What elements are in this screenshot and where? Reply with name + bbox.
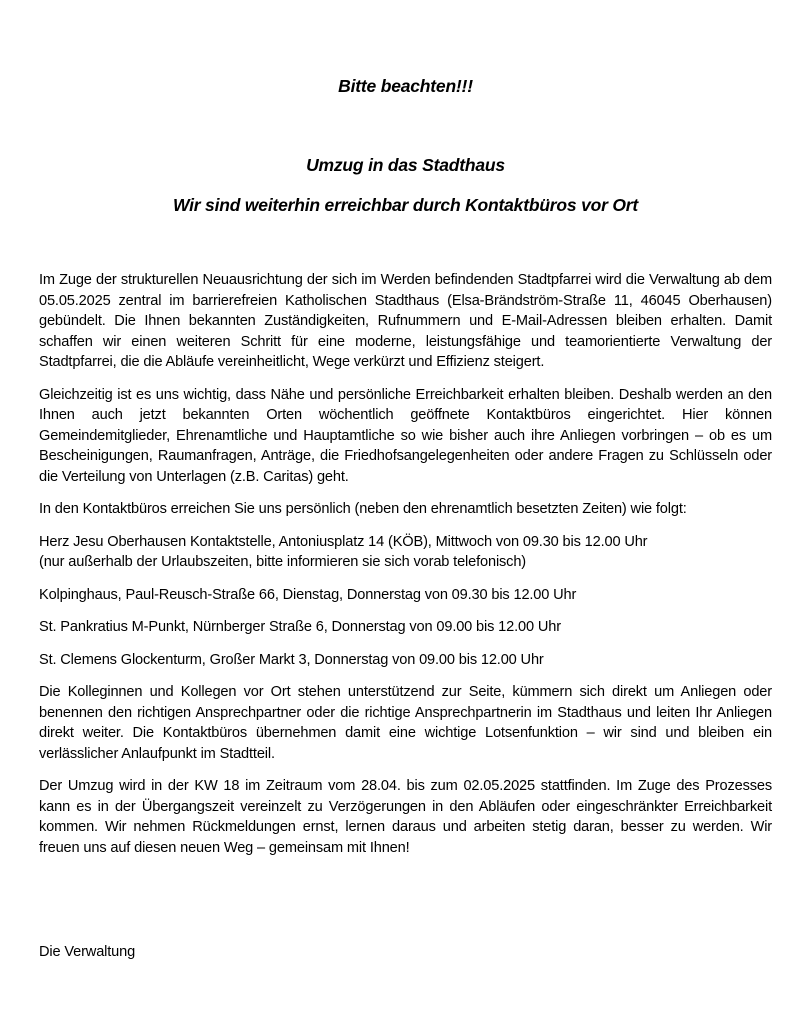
signature: Die Verwaltung [39, 944, 136, 960]
paragraph-contact-intro: In den Kontaktbüros erreichen Sie uns persönlich (neben den ehrenamtlich besetzten Zeiten) wie folgt: [39, 501, 687, 517]
location-line: St. Pankratius M-Punkt, Nürnberger Straße 6, Donnerstag von 09.00 bis 12.00 Uhr [39, 619, 561, 635]
subtitle-secondary: Wir sind weiterhin erreichbar durch Kontaktbüros vor Ort [172, 195, 639, 215]
location-item-st-pankratius [39, 617, 772, 638]
location-item-kolpinghaus [39, 585, 772, 606]
location-item-st-clemens [39, 650, 772, 671]
location-line: St. Clemens Glockenturm, Großer Markt 3, Donnerstag von 09.00 bis 12.00 Uhr [39, 651, 544, 668]
location-line: Herz Jesu Oberhausen Kontaktstelle, Antoniusplatz 14 (KÖB), Mittwoch von 09.30 bis 12.00 Uhr [39, 533, 648, 550]
paragraph-relocation: Im Zuge der strukturellen Neuausrichtung der sich im Werden befindenden Stadtpfarrei wird die Verwaltung ab dem 05.05.2025 zentral im barrierefreien Katholischen Stadthaus (Elsa-Brändström-Straße 11, 46045 Oberhausen) gebündelt. Die Ihnen bekannten Zuständigkeiten, Rufnummern und E-Mail-Adressen bleiben erhalten. Damit schaffen wir einen weiteren Schritt für eine moderne, leistungsfähige und teamorientierte Verwaltung der Stadtpfarrei, die die Abläufe vereinheitlicht, Wege verkürzt und Effizienz steigert. [39, 272, 772, 370]
location-note: (nur außerhalb der Urlaubszeiten, bitte informieren sie sich vorab telefonisch) [39, 554, 527, 570]
notice-title: Bitte beachten!!! [338, 76, 473, 96]
paragraph-colleagues: Die Kolleginnen und Kollegen vor Ort stehen unterstützend zur Seite, kümmern sich direkt um Anliegen oder benennen den richtigen Ansprechpartner oder die richtige Ansprechpartnerin im Stadthaus und leiten Ihr Anliegen direkt weiter. Die Kontaktbüros übernehmen damit eine wichtige Lotsenfunktion – wir sind und bleiben ein verlässlicher Anlaufpunkt im Stadtteil. [39, 684, 772, 762]
document-body [39, 270, 772, 870]
paragraph-move-schedule: Der Umzug wird in der KW 18 im Zeitraum vom 28.04. bis zum 02.05.2025 stattfinden. Im Zuge des Prozesses kann es in der Übergangszeit vereinzelt zu Verzögerungen in den Abläufen oder eingeschränkter Erreichbarkeit kommen. Wir nehmen Rückmeldungen ernst, lernen daraus und arbeiten stetig daran, besser zu werden. Wir freuen uns auf diesen neuen Weg – gemeinsam mit Ihnen! [39, 778, 772, 856]
subtitle: Umzug in das Stadthaus [306, 155, 505, 175]
location-line: Kolpinghaus, Paul-Reusch-Straße 66, Dienstag, Donnerstag von 09.30 bis 12.00 Uhr [39, 586, 577, 603]
location-item-herz-jesu [39, 532, 772, 573]
paragraph-contact-offices: Gleichzeitig ist es uns wichtig, dass Nähe und persönliche Erreichbarkeit erhalten bleiben. Deshalb werden an den Ihnen auch jetzt bekannten Orten wöchentlich geöffnete Kontaktbüros eingerichtet. Hier können Gemeindemitglieder, Ehrenamtliche und Hauptamtliche so wie bisher auch ihre Anliegen vorbringen – ob es um Bescheinigungen, Raumanfragen, Anträge, die Friedhofsangelegenheiten oder andere Fragen zu Schlüsseln oder die Verteilung von Unterlagen (z.B. Caritas) geht. [39, 386, 772, 485]
